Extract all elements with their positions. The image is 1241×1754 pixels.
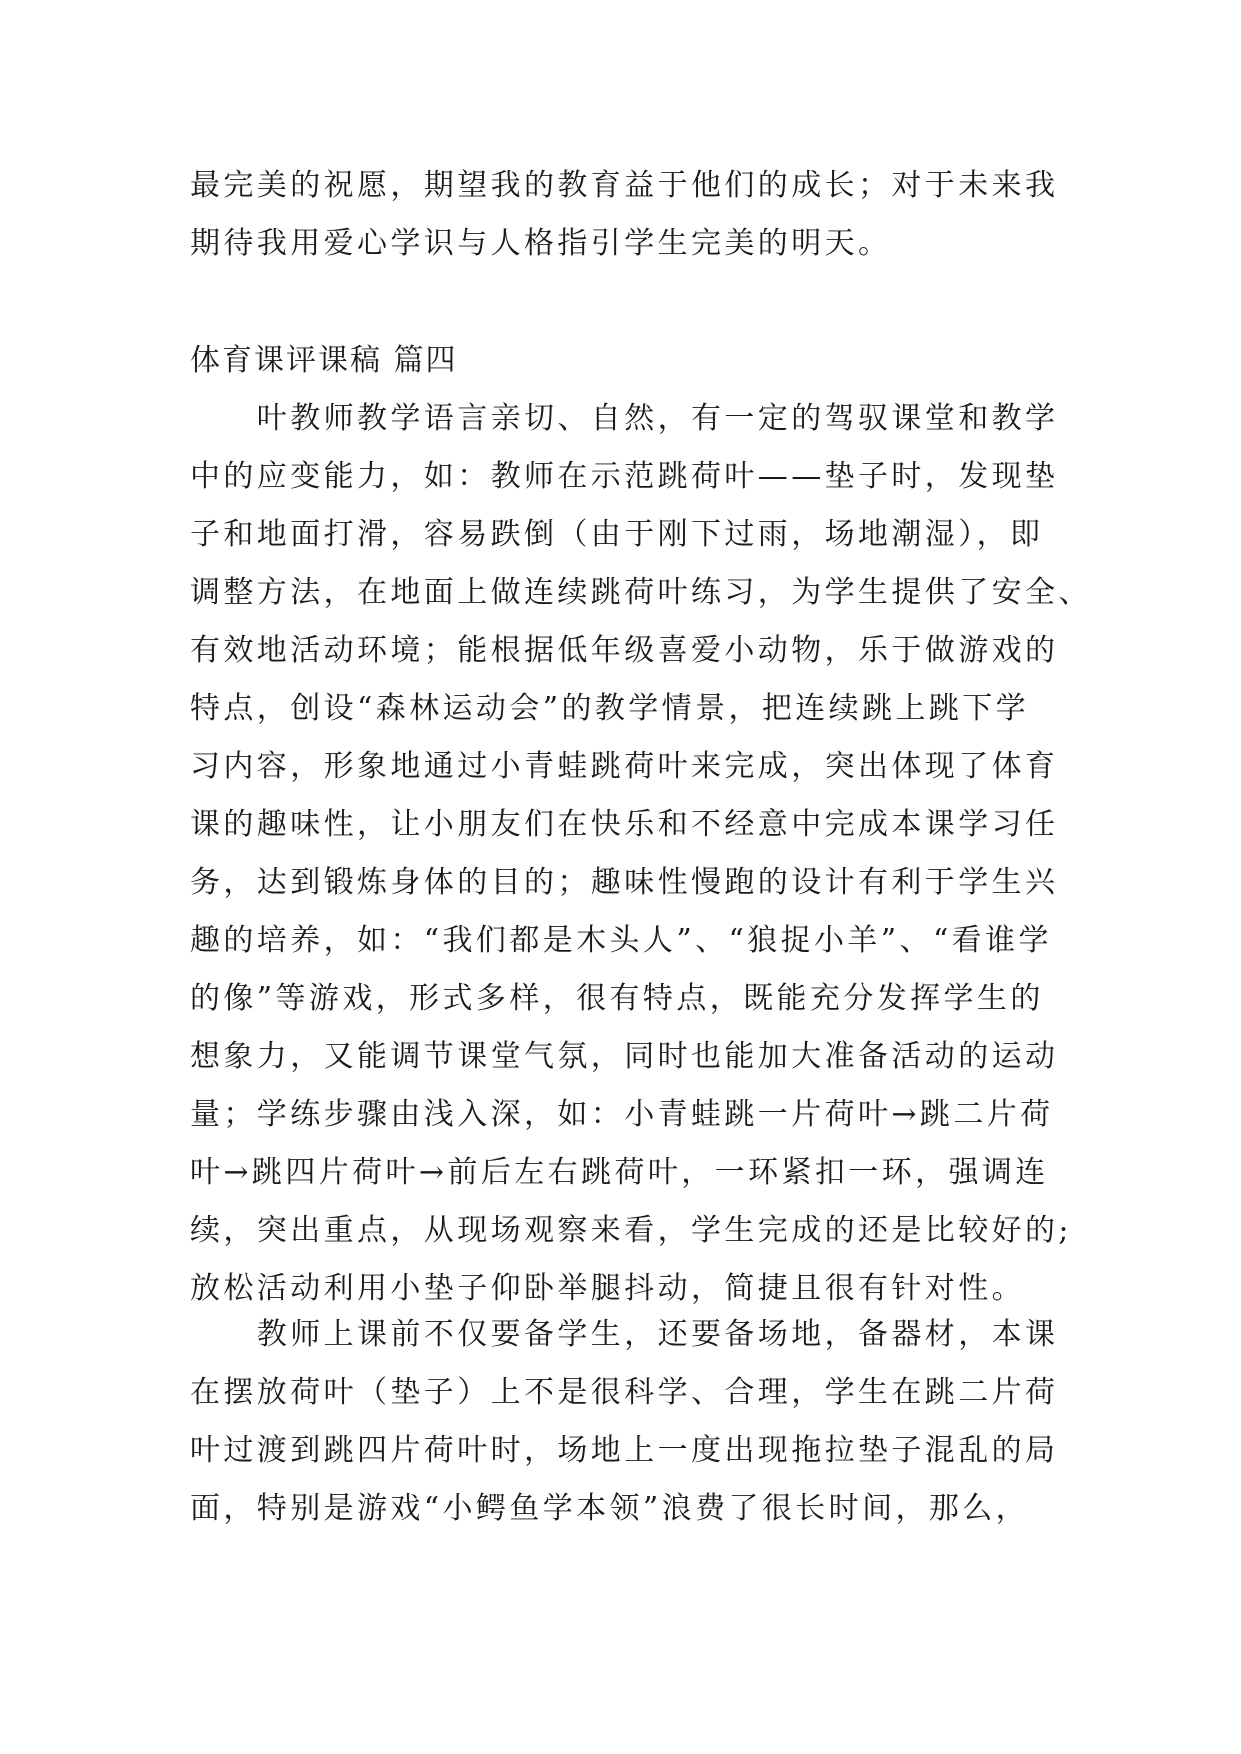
text-line: 叶→跳四片荷叶→前后左右跳荷叶，一环紧扣一环，强调连 — [190, 1155, 1049, 1190]
text-line: 叶教师教学语言亲切、自然，有一定的驾驭课堂和教学 — [190, 401, 1059, 436]
text-line: 习内容，形象地通过小青蛙跳荷叶来完成，突出体现了体育 — [190, 749, 1059, 784]
intro-paragraph — [190, 157, 1059, 273]
body-paragraph-2 — [190, 1306, 1059, 1538]
text-line: 面，特别是游戏“小鳄鱼学本领”浪费了很长时间，那么， — [190, 1491, 1030, 1526]
text-line: 续，突出重点，从现场观察来看，学生完成的还是比较好的; — [190, 1213, 1072, 1248]
text-line: 课的趣味性，让小朋友们在快乐和不经意中完成本课学习任 — [190, 807, 1059, 842]
text-line: 的像”等游戏，形式多样，很有特点，既能充分发挥学生的 — [190, 981, 1044, 1016]
text-line: 放松活动利用小垫子仰卧举腿抖动，简捷且很有针对性。 — [190, 1271, 1025, 1306]
text-line: 趣的培养，如：“我们都是木头人”、“狼捉小羊”、“看谁学 — [190, 923, 1052, 958]
text-line: 量；学练步骤由浅入深，如：小青蛙跳一片荷叶→跳二片荷 — [190, 1097, 1054, 1132]
section-heading: 体育课评课稿 篇四 — [190, 343, 458, 378]
text-line: 有效地活动环境；能根据低年级喜爱小动物，乐于做游戏的 — [190, 633, 1059, 668]
text-line: 叶过渡到跳四片荷叶时，场地上一度出现拖拉垫子混乱的局 — [190, 1433, 1059, 1468]
body-paragraph-1 — [190, 390, 1092, 1318]
text-line: 调整方法，在地面上做连续跳荷叶练习，为学生提供了安全、 — [190, 575, 1092, 610]
text-line: 特点，创设“森林运动会”的教学情景，把连续跳上跳下学 — [190, 691, 1030, 726]
text-line: 子和地面打滑，容易跌倒（由于刚下过雨，场地潮湿），即 — [190, 517, 1044, 552]
text-line: 中的应变能力，如：教师在示范跳荷叶——垫子时，发现垫 — [190, 459, 1059, 494]
text-line: 务，达到锻炼身体的目的；趣味性慢跑的设计有利于学生兴 — [190, 865, 1059, 900]
text-line: 想象力，又能调节课堂气氛，同时也能加大准备活动的运动 — [190, 1039, 1059, 1074]
text-line: 期待我用爱心学识与人格指引学生完美的明天。 — [190, 226, 892, 261]
text-line: 最完美的祝愿，期望我的教育益于他们的成长；对于未来我 — [190, 168, 1059, 203]
text-line: 在摆放荷叶（垫子）上不是很科学、合理，学生在跳二片荷 — [190, 1375, 1059, 1410]
text-line: 教师上课前不仅要备学生，还要备场地，备器材，本课 — [190, 1317, 1059, 1352]
